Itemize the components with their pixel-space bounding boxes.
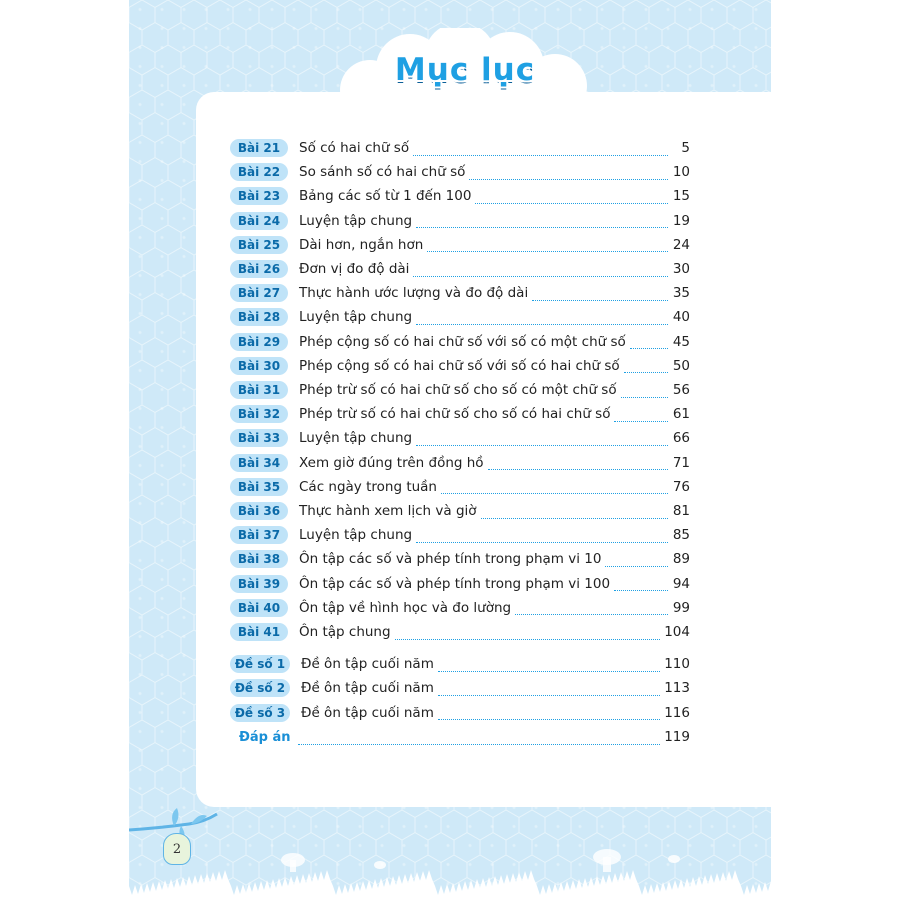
entry-page-number: 19: [672, 212, 690, 229]
lesson-row[interactable]: [230, 331, 690, 353]
entry-page-number: 110: [664, 656, 690, 672]
dot-leader: [298, 734, 660, 745]
lesson-row[interactable]: [230, 379, 690, 401]
lesson-badge: Bài 24: [230, 212, 288, 230]
lesson-badge: Bài 25: [230, 236, 288, 254]
entry-title: Luyện tập chung: [299, 527, 413, 544]
exam-row[interactable]: [230, 677, 690, 699]
entry-page-number: 35: [672, 285, 690, 302]
entry-page-number: 76: [672, 478, 690, 495]
lesson-row[interactable]: [230, 500, 690, 522]
lesson-badge: Bài 26: [230, 260, 288, 278]
entry-page-number: 50: [672, 357, 690, 374]
dot-leader: [416, 532, 668, 543]
entry-page-number: 94: [672, 575, 690, 592]
entry-title: Các ngày trong tuần: [299, 478, 437, 495]
answers-row[interactable]: [230, 726, 690, 748]
lesson-row[interactable]: [230, 258, 690, 280]
lesson-badge: Bài 30: [230, 357, 288, 375]
lesson-badge: Bài 29: [230, 333, 288, 351]
entry-page-number: 119: [664, 729, 690, 745]
lesson-badge: Bài 35: [230, 478, 288, 496]
dot-leader: [416, 217, 668, 228]
entry-page-number: 10: [672, 164, 690, 181]
lesson-badge: Bài 23: [230, 187, 288, 205]
lesson-badge: Bài 40: [230, 599, 288, 617]
entry-title: Đề ôn tập cuối năm: [301, 656, 434, 672]
lesson-row[interactable]: [230, 161, 690, 183]
lesson-badge: Bài 31: [230, 381, 288, 399]
exam-badge: Đề số 2: [230, 679, 290, 697]
dot-leader: [416, 435, 668, 446]
entry-page-number: 45: [672, 333, 690, 350]
entry-title: Ôn tập về hình học và đo lường: [299, 599, 512, 616]
lesson-badge: Bài 36: [230, 502, 288, 520]
dot-leader: [427, 241, 668, 252]
answers-label: Đáp án: [239, 729, 291, 745]
entry-page-number: 61: [672, 406, 690, 423]
dot-leader: [605, 556, 668, 567]
entry-title: Xem giờ đúng trên đồng hồ: [299, 454, 484, 471]
lesson-badge: Bài 22: [230, 163, 288, 181]
dot-leader: [438, 709, 660, 720]
entry-title: Luyện tập chung: [299, 430, 413, 447]
grass-strip: [129, 860, 771, 900]
entry-title: Số có hai chữ số: [299, 140, 410, 156]
entry-title: Phép cộng số có hai chữ số với số có hai chữ số: [299, 357, 620, 374]
entry-page-number: 71: [672, 454, 690, 471]
lesson-row[interactable]: [230, 282, 690, 304]
lesson-row[interactable]: [230, 548, 690, 570]
entry-title: Ôn tập chung: [299, 624, 391, 640]
dot-leader: [614, 411, 668, 422]
lesson-badge: Bài 41: [230, 623, 288, 641]
dot-leader: [621, 387, 668, 398]
entry-title: Thực hành xem lịch và giờ: [299, 503, 477, 519]
entry-page-number: 89: [672, 551, 690, 568]
lesson-row[interactable]: [230, 210, 690, 232]
entry-title: Đơn vị đo độ dài: [299, 261, 410, 277]
dot-leader: [475, 193, 668, 204]
lesson-row[interactable]: [230, 234, 690, 256]
exam-row[interactable]: [230, 653, 690, 675]
lesson-badge: Bài 38: [230, 550, 288, 568]
dot-leader: [532, 290, 668, 301]
entry-page-number: 24: [672, 236, 690, 253]
lesson-badge: Bài 32: [230, 405, 288, 423]
entry-title: Luyện tập chung: [299, 309, 413, 326]
dot-leader: [488, 459, 668, 470]
entry-title: Phép trừ số có hai chữ số cho số có một chữ số: [299, 382, 617, 398]
dot-leader: [416, 314, 668, 325]
lesson-row[interactable]: [230, 185, 690, 207]
entry-title: So sánh số có hai chữ số: [299, 164, 466, 181]
dot-leader: [438, 685, 660, 696]
lesson-row[interactable]: [230, 621, 690, 643]
dot-leader: [624, 362, 668, 373]
entry-page-number: 104: [664, 624, 690, 640]
entry-page-number: 99: [672, 599, 690, 616]
dot-leader: [395, 629, 661, 640]
dot-leader: [438, 661, 660, 672]
lesson-row[interactable]: [230, 452, 690, 474]
entry-title: Ôn tập các số và phép tính trong phạm vi 100: [299, 575, 611, 592]
lesson-row[interactable]: [230, 476, 690, 498]
entry-title: Dài hơn, ngắn hơn: [299, 236, 424, 253]
lesson-row[interactable]: [230, 427, 690, 449]
entry-page-number: 116: [664, 704, 690, 721]
dot-leader: [441, 483, 668, 494]
lesson-row[interactable]: [230, 306, 690, 328]
exam-badge: Đề số 3: [230, 704, 290, 722]
dot-leader: [413, 145, 668, 156]
entry-title: Đề ôn tập cuối năm: [301, 680, 434, 697]
lesson-badge: Bài 39: [230, 575, 288, 593]
entry-title: Phép cộng số có hai chữ số với số có một chữ số: [299, 333, 626, 350]
lesson-row[interactable]: [230, 403, 690, 425]
page-title: Mục lục: [394, 52, 536, 88]
lesson-row[interactable]: [230, 573, 690, 595]
entry-title: Ôn tập các số và phép tính trong phạm vi 10: [299, 551, 602, 568]
lesson-row[interactable]: [230, 597, 690, 619]
entry-page-number: 113: [664, 680, 690, 697]
exam-row[interactable]: [230, 702, 690, 724]
lesson-row[interactable]: [230, 355, 690, 377]
dot-leader: [614, 580, 668, 591]
entry-page-number: 81: [672, 503, 690, 519]
dot-leader: [515, 604, 668, 615]
entry-page-number: 5: [681, 140, 690, 156]
entry-title: Đề ôn tập cuối năm: [301, 704, 434, 721]
dot-leader: [481, 508, 668, 519]
entry-page-number: 85: [672, 527, 690, 544]
lesson-badge: Bài 21: [230, 139, 288, 157]
entry-title: Luyện tập chung: [299, 212, 413, 229]
lesson-badge: Bài 27: [230, 284, 288, 302]
entry-page-number: 30: [672, 261, 690, 277]
lesson-row[interactable]: [230, 524, 690, 546]
lesson-badge: Bài 37: [230, 526, 288, 544]
dot-leader: [630, 338, 668, 349]
entry-title: Phép trừ số có hai chữ số cho số có hai chữ số: [299, 406, 611, 423]
page-number: 2: [163, 833, 191, 865]
dot-leader: [413, 266, 668, 277]
lesson-badge: Bài 28: [230, 308, 288, 326]
lesson-badge: Bài 33: [230, 429, 288, 447]
lesson-row[interactable]: [230, 137, 690, 159]
exam-badge: Đề số 1: [230, 655, 290, 673]
entry-page-number: 66: [672, 430, 690, 447]
lesson-badge: Bài 34: [230, 454, 288, 472]
entry-page-number: 15: [672, 188, 690, 205]
entry-page-number: 56: [672, 382, 690, 398]
dot-leader: [469, 169, 668, 180]
entry-page-number: 40: [672, 309, 690, 326]
entry-title: Thực hành ước lượng và đo độ dài: [299, 285, 529, 302]
entry-title: Bảng các số từ 1 đến 100: [299, 188, 472, 205]
